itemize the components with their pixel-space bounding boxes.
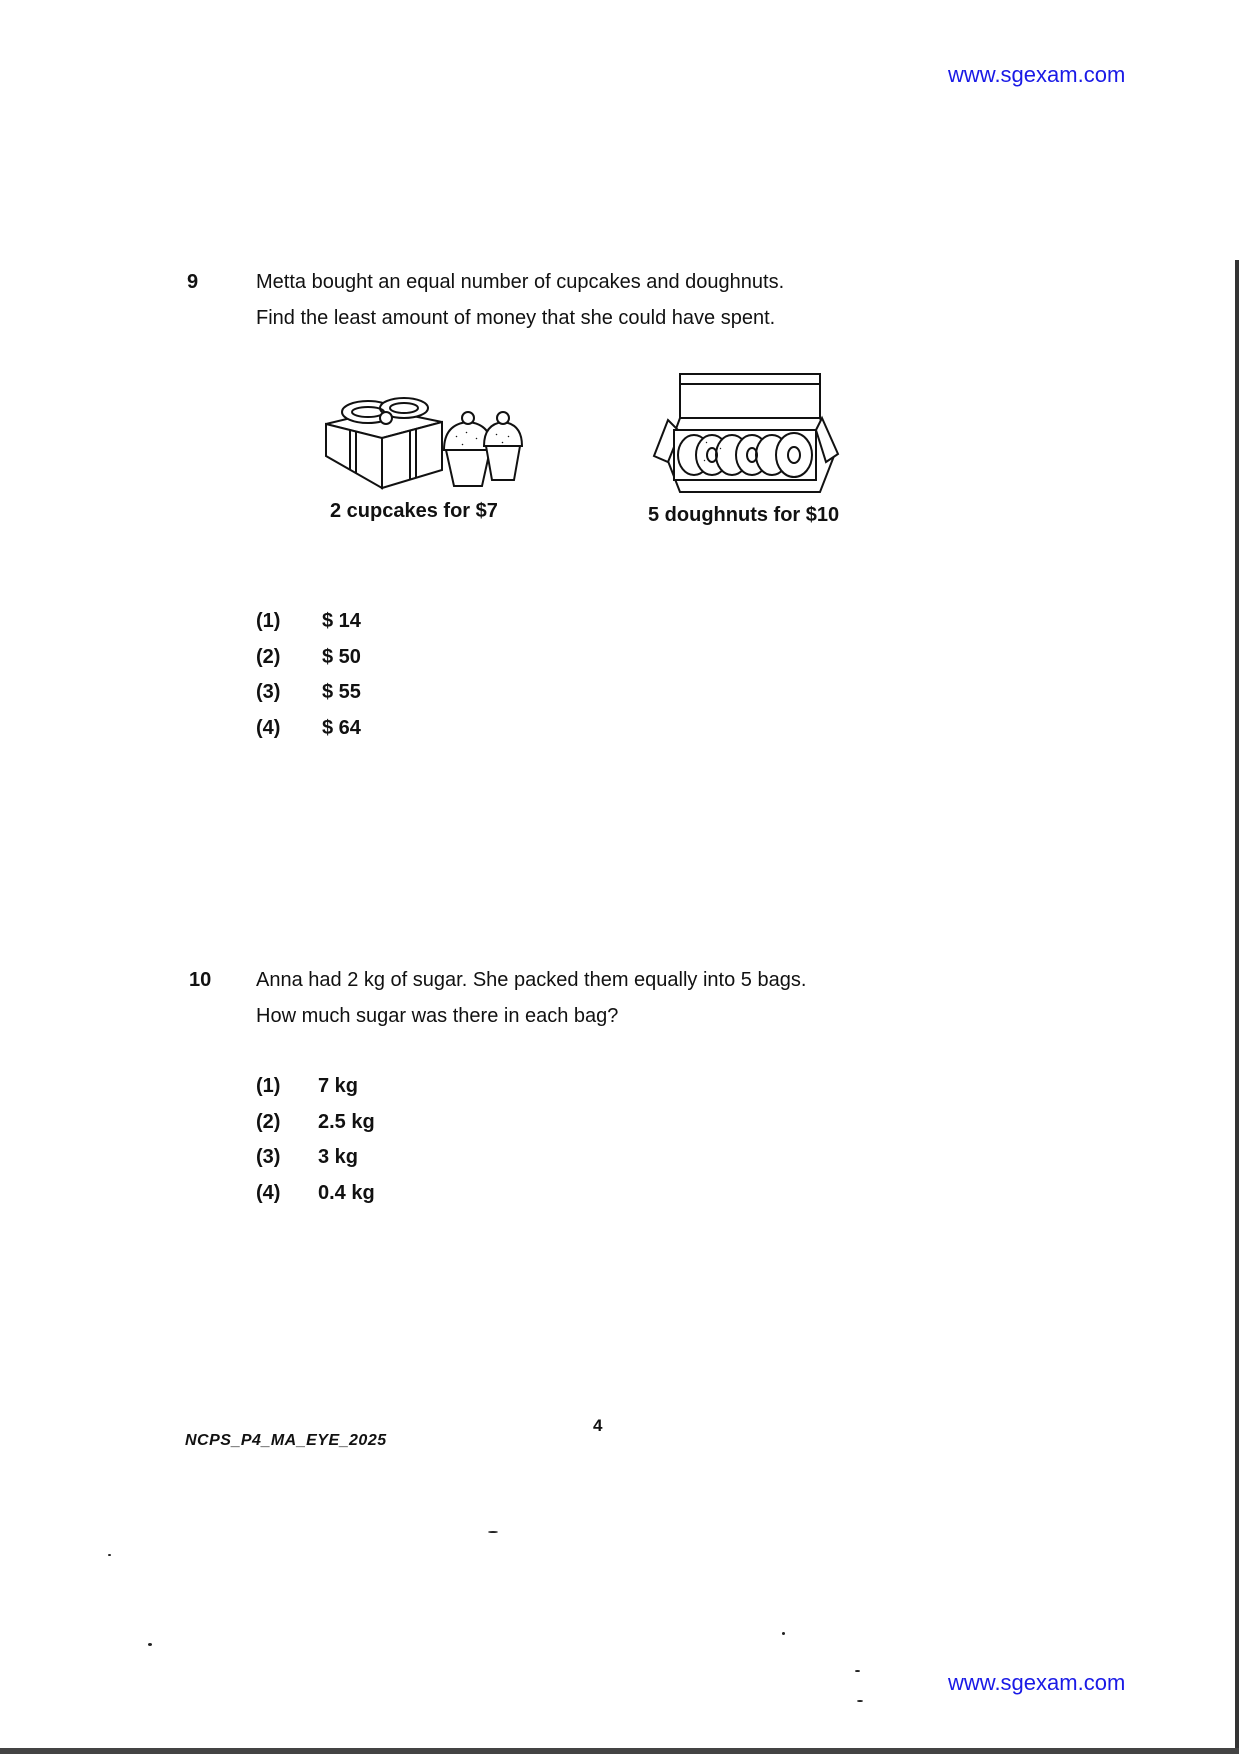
scan-speck: [148, 1643, 152, 1646]
option-label: (2): [256, 1110, 281, 1133]
scan-edge-bottom: [0, 1748, 1239, 1754]
option-value: 0.4 kg: [318, 1181, 375, 1204]
scan-speck: [857, 1700, 863, 1702]
question-10-number: 10: [189, 969, 212, 991]
doughnut-box-icon: [648, 370, 842, 500]
option-label: (1): [256, 1075, 281, 1097]
option-label: (3): [256, 1146, 281, 1168]
question-10-text: [256, 962, 806, 1034]
scan-edge-right: [1235, 260, 1239, 1754]
option-value: 3 kg: [318, 1146, 359, 1168]
option-label: (4): [256, 1181, 281, 1204]
scan-speck: [855, 1670, 860, 1672]
option-value: $ 50: [322, 645, 361, 668]
option-value: $ 55: [322, 681, 361, 703]
cupcake-gift-box-icon: [320, 392, 540, 492]
option-label: (4): [256, 716, 281, 739]
option-label: (2): [256, 645, 281, 668]
question-10-line-2: How much sugar was there in each bag?: [256, 1005, 619, 1027]
question-9-text: [256, 264, 784, 336]
option-value: $ 14: [322, 610, 361, 632]
question-9-number: 9: [187, 271, 199, 293]
site-link-top[interactable]: www.sgexam.com: [948, 62, 1126, 87]
option-value: 2.5 kg: [318, 1110, 375, 1133]
option-value: 7 kg: [318, 1075, 359, 1097]
question-10-line-1: Anna had 2 kg of sugar. She packed them equally into 5 bags.: [256, 969, 807, 991]
page-number: 4: [593, 1416, 603, 1435]
question-9-line-2: Find the least amount of money that she could have spent.: [256, 307, 776, 329]
question-9-line-1: Metta bought an equal number of cupcakes and doughnuts.: [256, 271, 785, 293]
option-label: (3): [256, 681, 281, 703]
site-link-bottom[interactable]: www.sgexam.com: [948, 1670, 1126, 1695]
scan-speck: [782, 1632, 785, 1635]
scan-speck: [488, 1531, 498, 1533]
scan-speck: [108, 1554, 111, 1556]
option-value: $ 64: [322, 716, 361, 739]
doughnut-caption: 5 doughnuts for $10: [648, 504, 840, 526]
paper-code: NCPS_P4_MA_EYE_2025: [185, 1432, 387, 1449]
cupcake-caption: 2 cupcakes for $7: [330, 500, 498, 522]
option-label: (1): [256, 610, 281, 632]
